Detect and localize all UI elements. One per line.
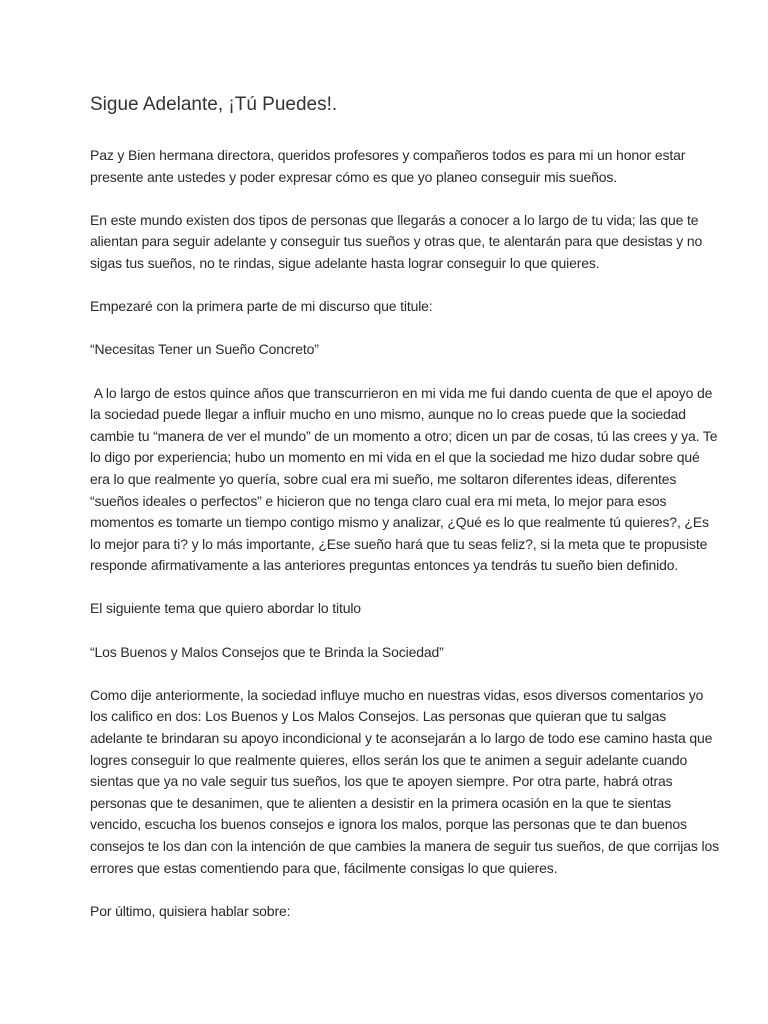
paragraph-closing-intro: Por último, quisiera hablar sobre: [90, 902, 291, 919]
paragraph-advice-body: Como dije anteriormente, la sociedad influye mucho en nuestras vidas, esos diversos comentarios yo los califico en dos: Los Buenos y Los Malos Consejos. Las personas que quieran que tu salgas adelante te brindaran su apoyo incondicional y te aconsejarán a lo largo de todo ese camino hasta que logres conseguir lo que realmente quieres, ellos serán los que te animen a seguir adelante cuando sientas que ya no vale seguir tus sueños, los que te apoyen siempre. Por otra parte, habrá otras personas que te desanimen, que te alienten a desistir en la primera ocasión en la que te sientas vencido, escucha los buenos consejos e ignora los malos, porque las personas que te dan buenos consejos te los dan con la intención de que cambies la manera de seguir tus sueños, de que corrijas los errores que estas comentiendo para que, fácilmente consigas lo que quieres. [90, 686, 719, 876]
paragraph-first-part-intro: Empezaré con la primera parte de mi discurso que titule: [90, 298, 433, 315]
document-title: Sigue Adelante, ¡Tú Puedes!. [90, 94, 338, 115]
section-heading-advice: “Los Buenos y Malos Consejos que te Brinda la Sociedad” [90, 643, 444, 660]
document-page [90, 92, 720, 944]
paragraph-greeting: Paz y Bien hermana directora, queridos profesores y compañeros todos es para mi un honor estar presente ante ustedes y poder expresar cómo es que yo planeo conseguir mis sueños. [90, 147, 686, 185]
paragraph-dream-body: A lo largo de estos quince años que transcurrieron en mi vida me fui dando cuenta de que el apoyo de la sociedad puede llegar a influir mucho en uno mismo, aunque no lo creas puede que la sociedad cambie tu “manera de ver el mundo” de un momento a otro; dicen un par de cosas, tú las crees y ya. Te lo digo por experiencia; hubo un momento en mi vida en el que la sociedad me hizo dudar sobre qué era lo que realmente yo quería, sobre cual era mi sueño, me soltaron diferentes ideas, diferentes “sueños ideales o perfectos” e hicieron que no tenga claro cual era mi meta, lo mejor para esos momentos es tomarte un tiempo contigo mismo y analizar, ¿Qué es lo que realmente tú quieres?, ¿Es lo mejor para ti? y lo más importante, ¿Ese sueño hará que tu seas feliz?, si la meta que te propusiste responde afirmativamente a las anteriores preguntas entonces ya tendrás tu sueño bien definido. [90, 384, 722, 574]
section-heading-dream: “Necesitas Tener un Sueño Concreto” [90, 341, 319, 358]
paragraph-intro: En este mundo existen dos tipos de personas que llegarás a conocer a lo largo de tu vida; las que te alientan para seguir adelante y conseguir tus sueños y otras que, te alentarán para que desistas y no sigas tus sueños, no te rindas, sigue adelante hasta lograr conseguir lo que quieres. [90, 211, 703, 271]
paragraph-next-topic-intro: El siguiente tema que quiero abordar lo titulo [90, 600, 361, 617]
